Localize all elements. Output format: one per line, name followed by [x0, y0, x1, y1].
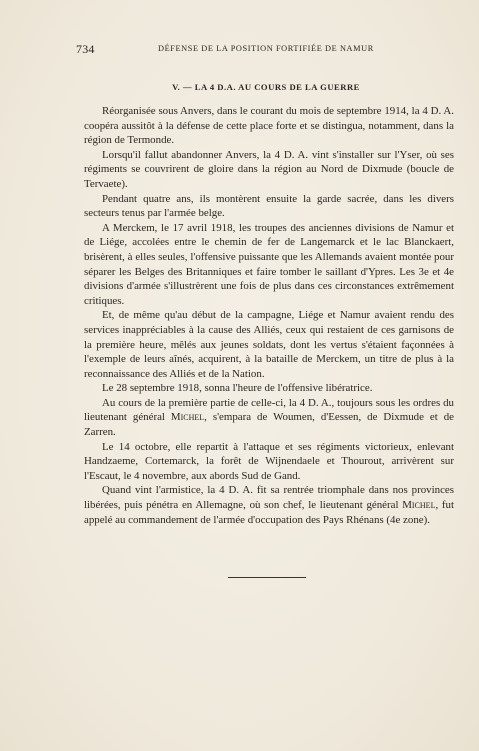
paragraph-four-years: Pendant quatre ans, ils montèrent ensuite la garde sacrée, dans les divers secteurs tenus par l'armée belge.	[84, 192, 454, 220]
paragraph-offensive: Le 28 septembre 1918, sonna l'heure de l'offensive libératrice.	[102, 382, 373, 395]
running-head: DÉFENSE DE LA POSITION FORTIFIÉE DE NAMUR	[158, 44, 374, 53]
body-text	[84, 104, 454, 527]
person-name-michel: Michel	[402, 499, 436, 512]
paragraph-armistice-before: Quand vint l'armistice, la 4 D. A. fit sa rentrée triomphale dans nos provinces libérées, puis pénétra en Allemagne, où son chef, le lieutenant général	[84, 484, 454, 512]
paragraph-first-part-before: Au cours de la première partie de celle-ci, la 4 D. A., toujours sous les ordres du lieutenant général	[84, 396, 454, 424]
page-header	[76, 42, 406, 56]
section-title: V. — LA 4 D.A. AU COURS DE LA GUERRE	[172, 82, 360, 92]
paragraph-liege-namur: Et, de même qu'au début de la campagne, Liége et Namur avaient rendu des services inappréciables à la cause des Alliés, ceux qui restaient de ces garnisons de la première heure, mêlés aux jeunes soldats, dont les vertus s'étaient façonnées à l'exemple de leurs aînés, acquirent, à la bataille de Merckem, un titre de plus à la reconnaissance des Alliés et de la Nation.	[84, 309, 454, 380]
paragraph-first-part-after: , s'empara de Woumen, d'Eessen, de Dixmude et de Zarren.	[84, 411, 455, 439]
paragraph-october: Le 14 octobre, elle repartit à l'attaque et ses régiments victorieux, enlevant Handzaeme, Cortemarck, la forêt de Wijnendaele et Thourout, arrivèrent sur l'Escaut, le 4 novembre, aux abords Sud de Gand.	[84, 440, 454, 482]
paragraph-armistice-after: , fut appelé au commandement de l'armée d'occupation des Pays Rhénans (4e zone).	[84, 499, 454, 526]
paragraph-first-part	[84, 396, 454, 440]
paragraph-merckem: A Merckem, le 17 avril 1918, les troupes des anciennes divisions de Namur et de Liége, accolées entre le chemin de fer de Langemarck et le lac Blanckaert, brisèrent, à elles seules, l'offensive puissante que les Allemands avaient montée pour séparer les Belges des Britanniques et faire tomber le saillant d'Ypres. Les 3e et 4e divisions d'armée s'illustrèrent une fois de plus dans ces circonstances extrêmement critiques.	[84, 221, 454, 307]
person-name-michel: Michel	[170, 411, 205, 424]
paragraph-yser: Lorsqu'il fallut abandonner Anvers, la 4 D. A. vint s'installer sur l'Yser, où ses régiments se couvrirent de gloire dans la région au Nord de Dixmude (boucle de Tervaete).	[84, 148, 454, 190]
end-rule	[228, 577, 306, 578]
paragraph-armistice	[84, 483, 454, 527]
page-number: 734	[76, 42, 95, 56]
paragraph-reorganisation: Réorganisée sous Anvers, dans le courant du mois de septembre 1914, la 4 D. A. coopéra aussitôt à la défense de cette place forte et se distingua, notamment, dans la région de Termonde.	[84, 105, 454, 147]
